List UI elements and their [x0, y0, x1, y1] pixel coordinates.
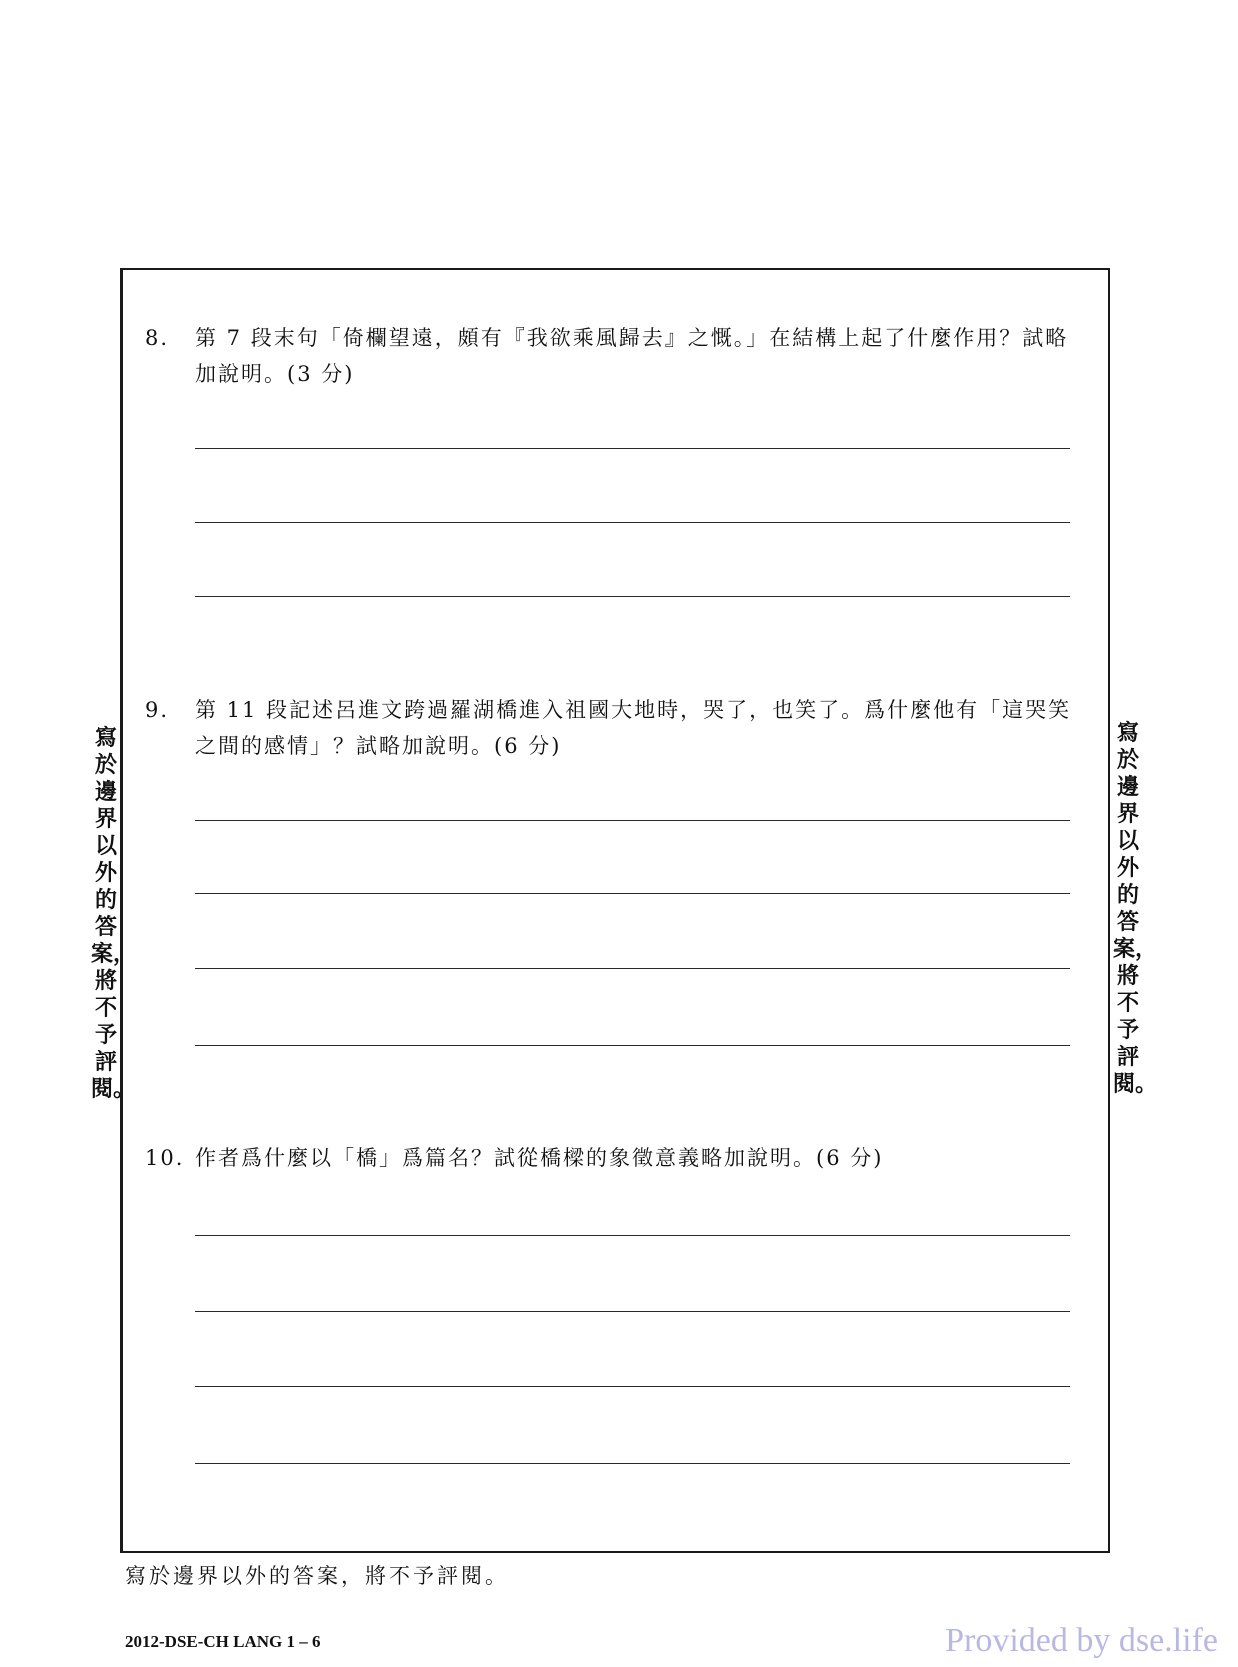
answer-line[interactable]	[195, 1386, 1070, 1387]
answer-line[interactable]	[195, 1311, 1070, 1312]
question-8	[145, 320, 1075, 392]
right-margin-note: 寫於邊界以外的答案，將不予評閱。	[1113, 720, 1158, 1097]
question-number: 10.	[145, 1146, 185, 1170]
answer-line[interactable]	[195, 893, 1070, 894]
answer-line[interactable]	[195, 1235, 1070, 1236]
answer-line[interactable]	[195, 522, 1070, 523]
answer-line[interactable]	[195, 968, 1070, 969]
question-number: 8.	[145, 326, 170, 350]
answer-line[interactable]	[195, 820, 1070, 821]
question-9	[145, 692, 1075, 764]
question-text: 作者爲什麼以「橋」爲篇名？試從橋樑的象徵意義略加說明。(6 分)	[195, 1146, 884, 1170]
answer-line[interactable]	[195, 596, 1070, 597]
question-text: 第 11 段記述呂進文跨過羅湖橋進入祖國大地時，哭了，也笑了。爲什麼他有「這哭笑之間的感情」？試略加說明。(6 分)	[195, 698, 1072, 758]
question-10	[145, 1140, 1075, 1176]
question-number: 9.	[145, 698, 170, 722]
answer-boundary-box	[120, 268, 1110, 1553]
answer-line[interactable]	[195, 448, 1070, 449]
question-text: 第 7 段末句「倚欄望遠，頗有『我欲乘風歸去』之慨。」在結構上起了什麼作用？試略加說明。(3 分)	[195, 326, 1069, 386]
answer-line[interactable]	[195, 1045, 1070, 1046]
watermark: Provided by dse.life	[945, 1622, 1218, 1659]
bottom-boundary-note: 寫於邊界以外的答案，將不予評閱。	[125, 1564, 509, 1588]
paper-code: 2012-DSE-CH LANG 1 – 6	[125, 1632, 321, 1651]
left-margin-note: 寫於邊界以外的答案，將不予評閱。	[91, 725, 136, 1102]
answer-line[interactable]	[195, 1463, 1070, 1464]
